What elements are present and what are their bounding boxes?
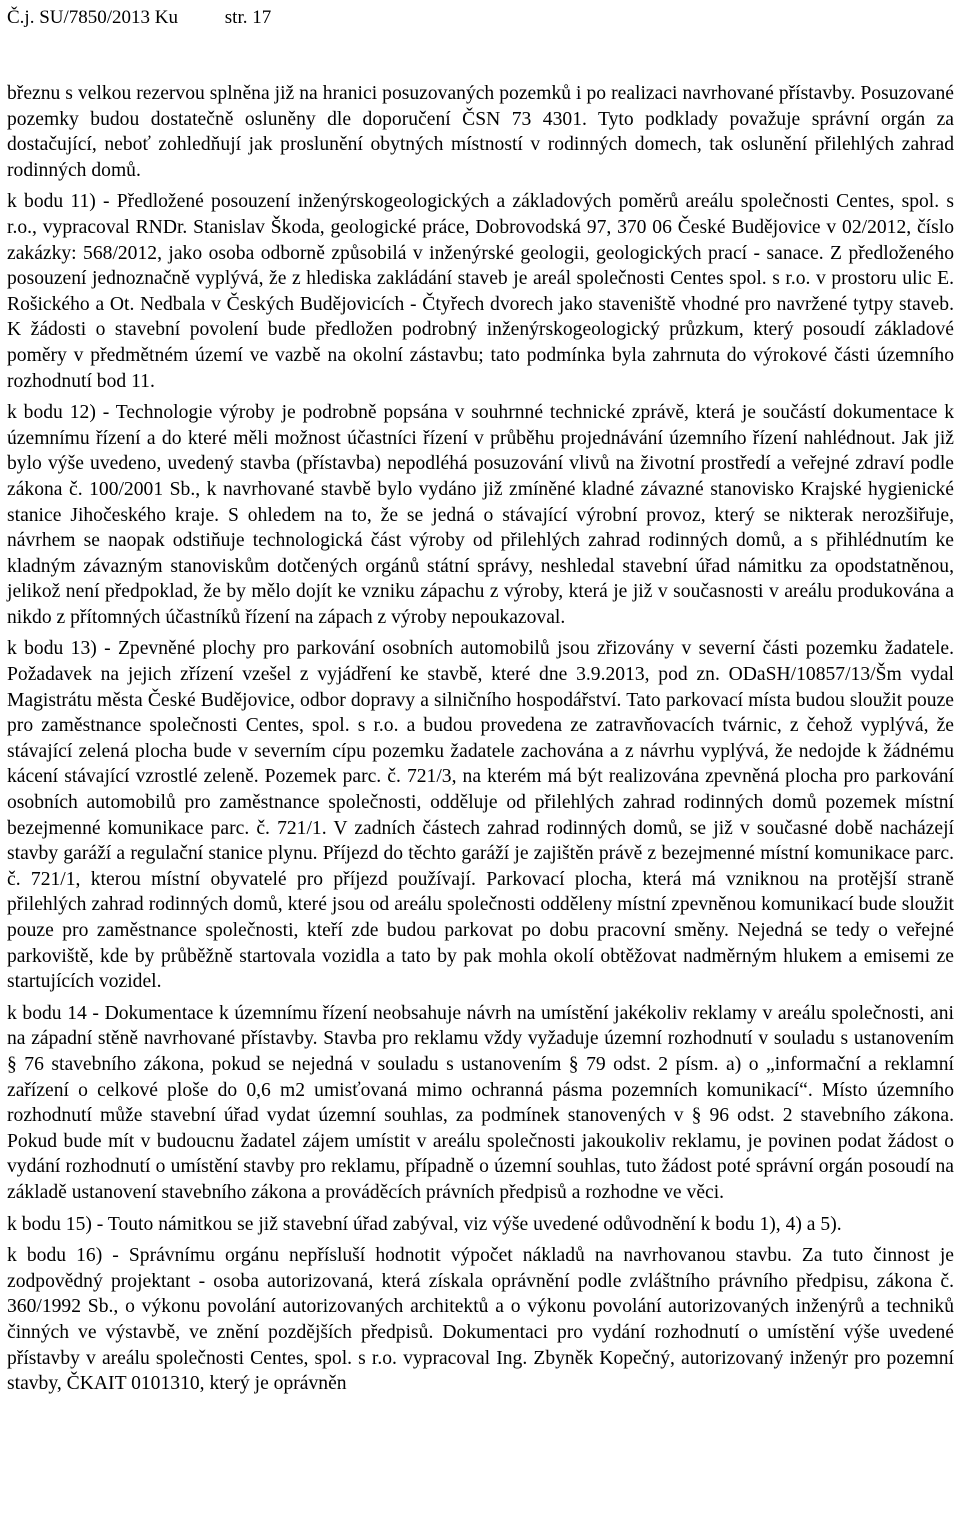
- paragraph-point-14: k bodu 14 - Dokumentace k územnímu řízení neobsahuje návrh na umístění jakékoliv reklamy v areálu společnosti, ani na západní stěně navrhované přístavby. Stavba pro reklamu vždy vyžaduje územní rozhodnutí v souladu s ustanovením § 76 stavebního zákona, pokud se nejedná v souladu s ustanovením § 79 odst. 2 písm. a) o „informační a reklamní zařízení o celkové ploše do 0,6 m2 umisťovaná mimo ochranná pásma pozemních komunikací“. Místo územního rozhodnutí může stavební úřad vydat územní souhlas, za podmínek stanovených v § 96 odst. 2 stavebního zákona. Pokud bude mít v budoucnu žadatel zájem umístit v areálu společnosti jakoukoliv reklamu, je povinen podat žádost o vydání rozhodnutí o umístění stavby pro reklamu, případně o územní souhlas, tuto žádost poté správní orgán posoudí na základě ustanovení stavebního zákona a prováděcích právních předpisů a rozhodne ve věci.: [7, 1002, 954, 1203]
- page-header: [7, 6, 271, 30]
- paragraph-point-13: k bodu 13) - Zpevněné plochy pro parkování osobních automobilů jsou zřizovány v severní části pozemku žadatele. Požadavek na jejich zřízení vzešel z vyjádření ke stavbě, které dne 3.9.2013, pod zn. ODaSH/10857/13/Šm vydal Magistrátu města České Budějovice, odbor dopravy a silničního hospodářství. Tato parkovací místa budou sloužit pouze pro zaměstnance společnosti Centes, spol. s r.o. a budou provedena ze zatravňovacích tvárnic, z čehož vyplývá, že stávající zelená plocha bude v severním cípu pozemku žadatele zachována a z návrhu vyplývá, že nedojde k žádnému kácení stávající vzrostlé zeleně. Pozemek parc. č. 721/3, na kterém má být realizována zpevněná plocha pro parkování osobních automobilů pro zaměstnance společnosti, odděluje od přilehlých zahrad rodinných domů pozemek místní bezejmenné komunikace parc. č. 721/1. V zadních částech zahrad rodinných domů, se již v současné době nacházejí stavby garáží a regulační stanice plynu. Příjezd do těchto garáží je zajištěn právě z bezejmenné místní komunikace parc. č. 721/1, kterou místní obyvatelé pro příjezd používají. Parkovací plocha, která má vzniknou na protější straně přilehlých zahrad rodinných domů, které jsou od areálu společnosti odděleny místní zpevněnou komunikací bude sloužit pouze pro zaměstnance společnosti, kteří zde budou parkovat po dobu pracovní směny. Nejedná se tedy o veřejné parkoviště, kde by průběžně startovala vozidla a tato by pak mohla okolí obtěžovat nadměrným hlukem a emisemi ze startujících vozidel.: [7, 638, 954, 993]
- document-reference: Č.j. SU/7850/2013 Ku: [7, 7, 179, 28]
- paragraph-sunlight-conclusion: březnu s velkou rezervou splněna již na hranici posuzovaných pozemků i po realizaci navrhované přístavby. Posuzované pozemky budou dostatečně osluněny dle doporučení ČSN 73 4301. Tyto podklady považuje správní orgán za dostačující, neboť zohledňují jak proslunění obytných místností v rodinných domech, tak oslunění přilehlých zahrad rodinných domů.: [7, 83, 954, 181]
- page-number: str. 17: [224, 7, 272, 28]
- paragraph-point-11: k bodu 11) - Předložené posouzení inženýrskogeologických a základových poměrů areálu společnosti Centes, spol. s r.o., vypracoval RNDr. Stanislav Škoda, geologické práce, Dobrovodská 97, 370 06 České Budějovice v 02/2012, číslo zakázky: 568/2012, jako osoba odborně způsobilá v inženýrské geologii, geologických prací - sanace. Z předloženého posouzení jednoznačně vyplývá, že z hlediska zakládání staveb je areál společnosti Centes spol. s r.o. v prostoru ulic E. Rošického a Ot. Nedbala v Českých Budějovicích - Čtyřech dvorech jako staveniště vhodné pro navržené tytpy staveb. K žádosti o stavební povolení bude předložen podrobný inženýrskogeologický průzkum, který posoudí základové poměry v předmětném území ve vazbě na okolní zástavbu; tato podmínka byla zahrnuta do výrokové části územního rozhodnutí bod 11.: [7, 191, 954, 392]
- paragraph-point-15: k bodu 15) - Touto námitkou se již stavební úřad zabýval, viz výše uvedené odůvodnění k bodu 1), 4) a 5).: [7, 1213, 842, 1235]
- paragraph-point-16: k bodu 16) - Správnímu orgánu nepřísluší hodnotit výpočet nákladů na navrhovanou stavbu. Za tuto činnost je zodpovědný projektant - osoba autorizovaná, která získala oprávnění podle zvláštního právního předpisu, zákona č. 360/1992 Sb., o výkonu povolání autorizovaných architektů a o výkonu povolání autorizovaných inženýrů a techniků činných ve výstavbě, ve znění pozdějších předpisů. Dokumentaci pro vydání rozhodnutí o umístění výše uvedené přístavby v areálu společnosti Centes, spol. s r.o. vypracoval Ing. Zbyněk Kopečný, autorizovaný inženýr pro pozemní stavby, ČKAIT 0101310, který je oprávněn: [7, 1245, 954, 1395]
- document-body: [7, 81, 954, 1403]
- paragraph-point-12: k bodu 12) - Technologie výroby je podrobně popsána v souhrnné technické zprávě, která je součástí dokumentace k územnímu řízení a do které měli možnost účastníci řízení v průběhu projednávání územního řízení nahlédnout. Jak již bylo výše uvedeno, uvedený stavba (přístavba) nepodléhá posuzování vlivů na životní prostředí a veřejné zdraví podle zákona č. 100/2001 Sb., k navrhované stavbě bylo vydáno již zmíněné kladné závazné stanovisko Krajské hygienické stanice Jihočeského kraje. S ohledem na to, že se jedná o stávající výrobní provoz, který se nikterak nerozšiřuje, návrhem se naopak odstiňuje technologická část výroby od přilehlých zahrad rodinných domů, a s přihlédnutím ke kladným závazným stanoviskům dotčených orgánů státní správy, neshledal stavební úřad námitku za opodstatněnou, jelikož není předpoklad, že by mělo dojít ke vzniku zápachu z výroby, která je již v současnosti v areálu produkována a nikdo z přítomných účastníků řízení na zápach z výroby nepoukazoval.: [7, 402, 954, 628]
